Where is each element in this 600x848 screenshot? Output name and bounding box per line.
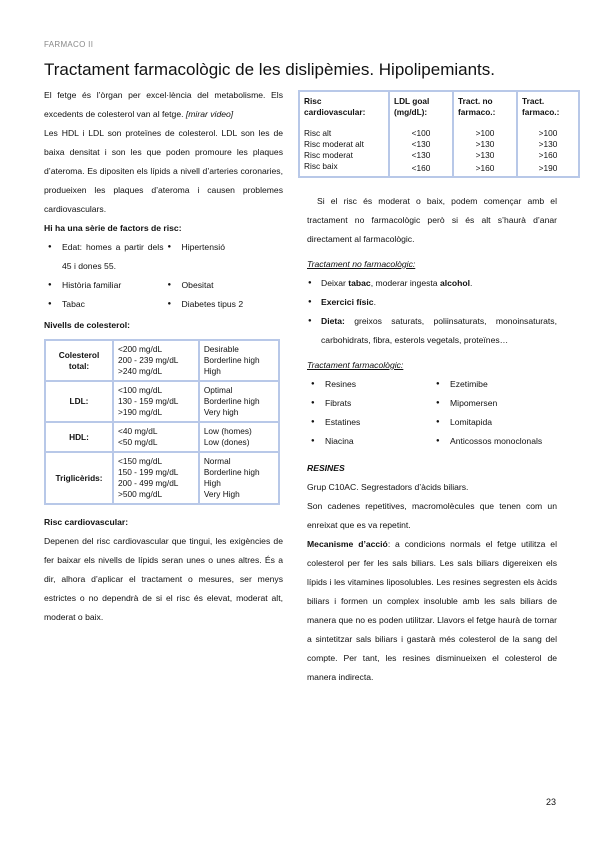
column-header: Tract. no farmaco.:	[453, 92, 517, 120]
list-item: ● Niacina	[307, 432, 432, 451]
table-cell: Risc moderat alt	[300, 139, 389, 150]
list-item: ● Obesitat	[164, 276, 284, 295]
table-header-row	[300, 92, 578, 120]
risk-note: Si el risc és moderat o baix, podem començar amb el tractament no farmacològic però si és alt s’haurà d’anar directament al farmacològic.	[307, 196, 557, 244]
list-item: ● Tabac	[44, 295, 164, 314]
table-cell: Risc baix	[300, 161, 389, 176]
resines-paragraph-1: Grup C10AC. Segrestadors d’àcids biliars.	[307, 482, 469, 492]
row-label: HDL:	[45, 422, 113, 452]
table-cell: >130	[453, 139, 517, 150]
column-header: Risc cardiovascular:	[300, 92, 389, 120]
intro-paragraph-1: El fetge és l’òrgan per excel·lència del metabolisme. Els excedents de colesterol van al fetge. [mirar video]	[44, 90, 283, 119]
cholesterol-heading: Nivells de colesterol:	[44, 320, 130, 330]
list-item: ● Resines	[307, 375, 432, 394]
cv-risk-paragraph: Depenen del risc cardiovascular que tingui, les exigències de fer baixar els nivells de lípids seran unes o unes altres. És a dir, alhora d’aplicar el tractament o mesures, ser menys estrictes o no dependrà de si el risc és elevat, moderat alt, moderat o baix.	[44, 536, 283, 622]
list-item: ● Lomitapida	[432, 413, 557, 432]
risk-factors-heading: Hi ha una sèrie de factors de risc:	[44, 223, 182, 233]
category-cell: Low (homes) Low (dones)	[199, 422, 279, 452]
resines-heading: RESINES	[307, 463, 345, 473]
list-item: ● Diabetes tipus 2	[164, 295, 284, 314]
table-row	[45, 422, 279, 452]
range-cell: <200 mg/dL 200 - 239 mg/dL >240 mg/dL	[113, 340, 199, 381]
table-cell: Risc moderat	[300, 150, 389, 161]
list-item: ● Estatines	[307, 413, 432, 432]
table-cell: >130	[453, 150, 517, 161]
list-item: ● Deixar tabac, moderar ingesta alcohol.	[307, 274, 557, 293]
list-item: ● Exercici físic.	[307, 293, 557, 312]
table-cell: <130	[389, 150, 453, 161]
page-number: 23	[546, 797, 557, 807]
pharm-list	[307, 375, 557, 451]
resines-paragraph-2: Son cadenes repetitives, macromolècules que tenen com un enreixat que es va repetint.	[307, 501, 557, 530]
mechanism-paragraph: Mecanisme d’acció: a condicions normals el fetge utilitza el colesterol per fer les sals biliars. Les sals biliars digereixen els lípids i les vitamines liposolubles. Les resines segresten els àcids biliars i formen un complex insoluble amb les sals biliars de manera que no es poden utilitzar. Llavors el fetge haurà de tornar a sintetitzar sals biliars i gastarà més colesterol de la sang del compte. Per tant, les resines disminueixen el colesterol de manera indirecta.	[307, 539, 557, 682]
list-item: ● Fibrats	[307, 394, 432, 413]
column-header: Tract. farmaco.:	[522, 96, 560, 117]
list-item: ● Anticossos monoclonals	[432, 432, 557, 451]
cholesterol-table	[44, 339, 280, 505]
table-cell: <130	[389, 139, 453, 150]
page-title: Tractament farmacològic de les dislipèmies. Hipolipemiants.	[44, 60, 495, 79]
risk-factors-list	[44, 238, 283, 314]
list-item: ● Història familiar	[44, 276, 164, 295]
table-row	[45, 381, 279, 422]
list-item: ● Mipomersen	[432, 394, 557, 413]
intro-paragraph-2: Les HDL i LDL son proteïnes de colesterol. LDL son les de baixa densitat i son les que poden promoure les plaques d’ateroma. Es dipositen els lípids a nivell d’arteries coronaries, produeixen les plaques d’ateroma i causen problemes cardiovasculars.	[44, 128, 283, 214]
category-cell: Normal Borderline high High Very High	[199, 452, 279, 504]
table-cell: <100	[389, 128, 453, 139]
cv-risk-heading: Risc cardiovascular:	[44, 517, 129, 527]
list-item: ● Edat: homes a partir dels 45 i dones 55.	[44, 238, 164, 276]
risk-goal-table	[298, 90, 580, 178]
table-row	[45, 452, 279, 504]
table-row	[45, 340, 279, 381]
row-label: LDL:	[45, 381, 113, 422]
table-row	[300, 128, 578, 139]
range-cell: <100 mg/dL 130 - 159 mg/dL >190 mg/dL	[113, 381, 199, 422]
table-row	[300, 161, 578, 176]
left-column	[44, 86, 283, 627]
table-row	[300, 150, 578, 161]
row-label: Triglicèrids:	[45, 452, 113, 504]
range-cell: <150 mg/dL 150 - 199 mg/dL 200 - 499 mg/dL >500 mg/dL	[113, 452, 199, 504]
table-cell: >160	[453, 161, 517, 176]
nonpharm-heading: Tractament no farmacològic:	[307, 259, 416, 269]
list-item: ● Ezetimibe	[432, 375, 557, 394]
table-cell: >190	[538, 163, 558, 173]
table-cell: <160	[389, 161, 453, 176]
table-cell: >100	[453, 128, 517, 139]
range-cell: <40 mg/dL <50 mg/dL	[113, 422, 199, 452]
running-header: FARMACO II	[44, 40, 94, 49]
category-cell: Desirable Borderline high High	[199, 340, 279, 381]
table-cell: >100	[538, 128, 558, 138]
table-row	[300, 139, 578, 150]
list-item: ● Dieta: greixos saturats, poliinsaturats, monoinsaturats, carbohidrats, fibra, esterols vegetals, proteïnes…	[307, 312, 557, 350]
table-cell: Risc alt	[300, 128, 389, 139]
pharm-heading: Tractament farmacològic:	[307, 360, 404, 370]
table-cell: >130	[538, 139, 558, 149]
list-item: ● Hipertensió	[164, 238, 284, 276]
video-link[interactable]: [mirar video]	[185, 109, 234, 119]
table-cell: >160	[538, 150, 558, 160]
right-column	[307, 192, 557, 687]
nonpharm-list	[307, 274, 557, 350]
row-label: Colesterol total:	[45, 340, 113, 381]
category-cell: Optimal Borderline high Very high	[199, 381, 279, 422]
column-header: LDL goal (mg/dL):	[389, 92, 453, 120]
